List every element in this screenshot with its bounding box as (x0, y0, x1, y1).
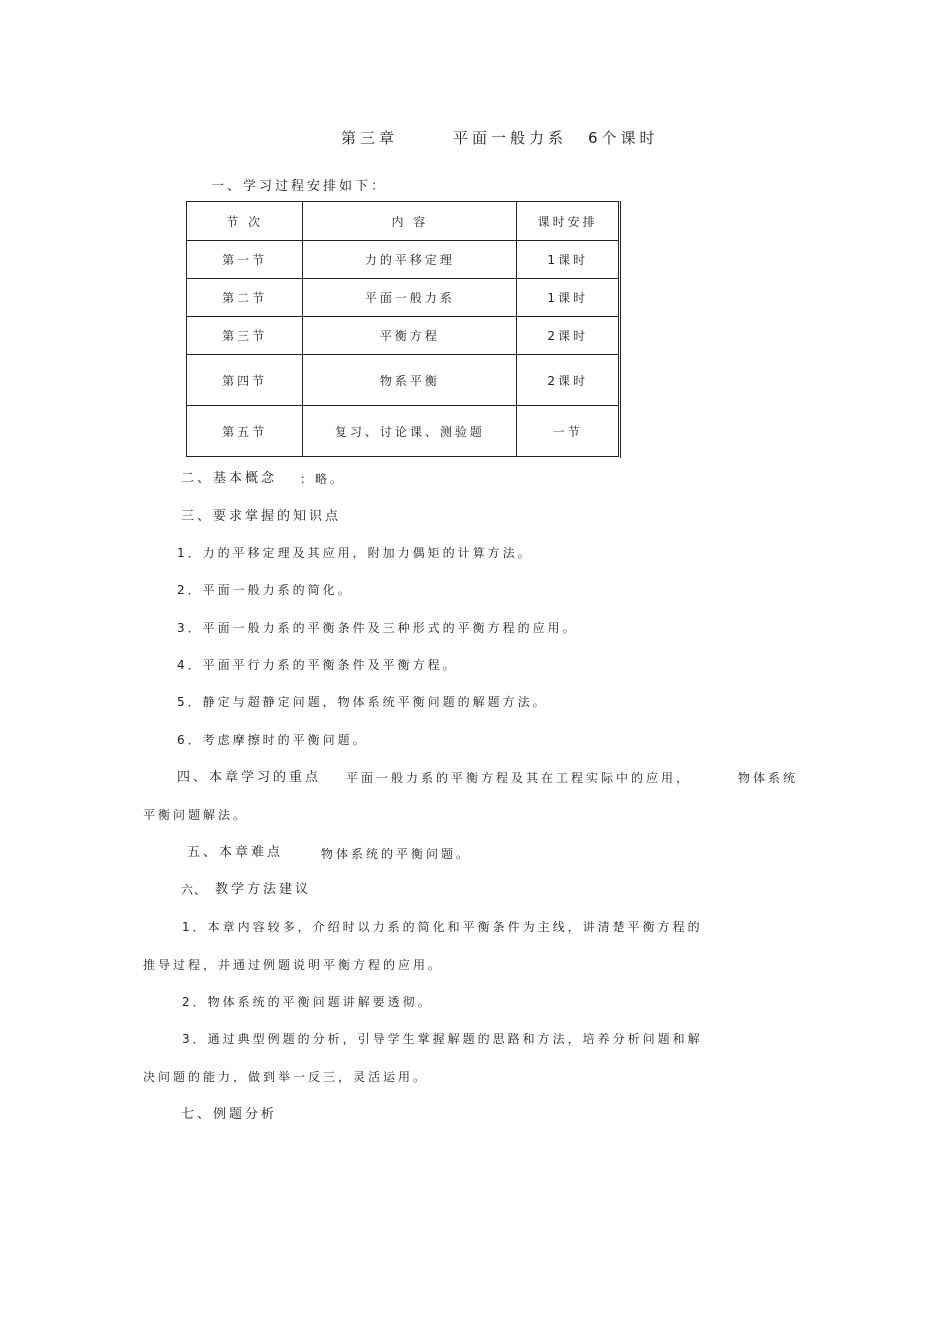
basic-concept-value: ：略。 (300, 472, 346, 486)
key-point-item: 4．平面平行力系的平衡条件及平衡方程。 (177, 658, 458, 672)
table-header-row (187, 202, 619, 241)
key-point-item: 6．考虑摩擦时的平衡问题。 (177, 733, 368, 747)
difficulty-value: 物体系统的平衡问题。 (321, 847, 472, 861)
table-cell: 第二节 (187, 279, 303, 317)
table-cell: 物系平衡 (303, 355, 517, 406)
suggestion-item: 3．通过典型例题的分析，引导学生掌握解题的思路和方法，培养分析问题和解 (182, 1032, 703, 1046)
table-cell: 第三节 (187, 317, 303, 355)
basic-concept-label: 二、基本概念 (181, 471, 278, 486)
table-header-cell: 内 容 (303, 202, 517, 241)
table-cell: 平面一般力系 (303, 279, 517, 317)
key-point-item: 3．平面一般力系的平衡条件及三种形式的平衡方程的应用。 (177, 621, 578, 635)
chapter-title: 平面一般力系 (453, 129, 568, 147)
table-cell: 一节 (517, 406, 619, 457)
table-row (187, 406, 619, 457)
focus-continuation: 平衡问题解法。 (143, 808, 249, 822)
table-cell: 复习、讨论课、测验题 (303, 406, 517, 457)
suggestion-item-continued: 推导过程，并通过例题说明平衡方程的应用。 (143, 958, 444, 972)
table-cell: 1课时 (517, 241, 619, 279)
examples-heading: 七、例题分析 (181, 1107, 278, 1122)
lesson-table (186, 201, 619, 457)
key-point-item: 2．平面一般力系的简化。 (177, 583, 353, 597)
table-header-cell: 节 次 (187, 202, 303, 241)
suggestion-item-continued: 决问题的能力，做到举一反三，灵活运用。 (143, 1070, 429, 1084)
focus-label: 四、本章学习的重点 (177, 770, 322, 785)
table-cell: 力的平移定理 (303, 241, 517, 279)
table-row (187, 241, 619, 279)
table-cell: 2课时 (517, 317, 619, 355)
method-heading: 教学方法建议 (215, 882, 312, 897)
table-row (187, 279, 619, 317)
focus-tail: 物体系统 (738, 771, 799, 785)
table-double-border (620, 201, 621, 458)
chapter-number: 第三章 (341, 129, 399, 147)
table-cell: 第一节 (187, 241, 303, 279)
method-number: 六、 (181, 883, 208, 897)
table-cell: 2课时 (517, 355, 619, 406)
table-cell: 平衡方程 (303, 317, 517, 355)
suggestion-item: 2．物体系统的平衡问题讲解要透彻。 (182, 995, 433, 1009)
table-cell: 第五节 (187, 406, 303, 457)
focus-value: 平面一般力系的平衡方程及其在工程实际中的应用， (346, 771, 692, 785)
table-header-cell: 课时安排 (517, 202, 619, 241)
table-row (187, 317, 619, 355)
suggestion-item: 1．本章内容较多，介绍时以力系的简化和平衡条件为主线，讲清楚平衡方程的 (182, 920, 703, 934)
key-point-item: 1．力的平移定理及其应用，附加力偶矩的计算方法。 (177, 546, 533, 560)
key-point-item: 5．静定与超静定问题，物体系统平衡问题的解题方法。 (177, 695, 548, 709)
chapter-hours: 6个课时 (588, 129, 659, 147)
table-cell: 1课时 (517, 279, 619, 317)
difficulty-label: 五、本章难点 (187, 845, 284, 860)
plan-heading: 一、学习过程安排如下： (211, 179, 388, 194)
table-cell: 第四节 (187, 355, 303, 406)
table-row (187, 355, 619, 406)
key-points-heading: 三、要求掌握的知识点 (181, 509, 342, 524)
